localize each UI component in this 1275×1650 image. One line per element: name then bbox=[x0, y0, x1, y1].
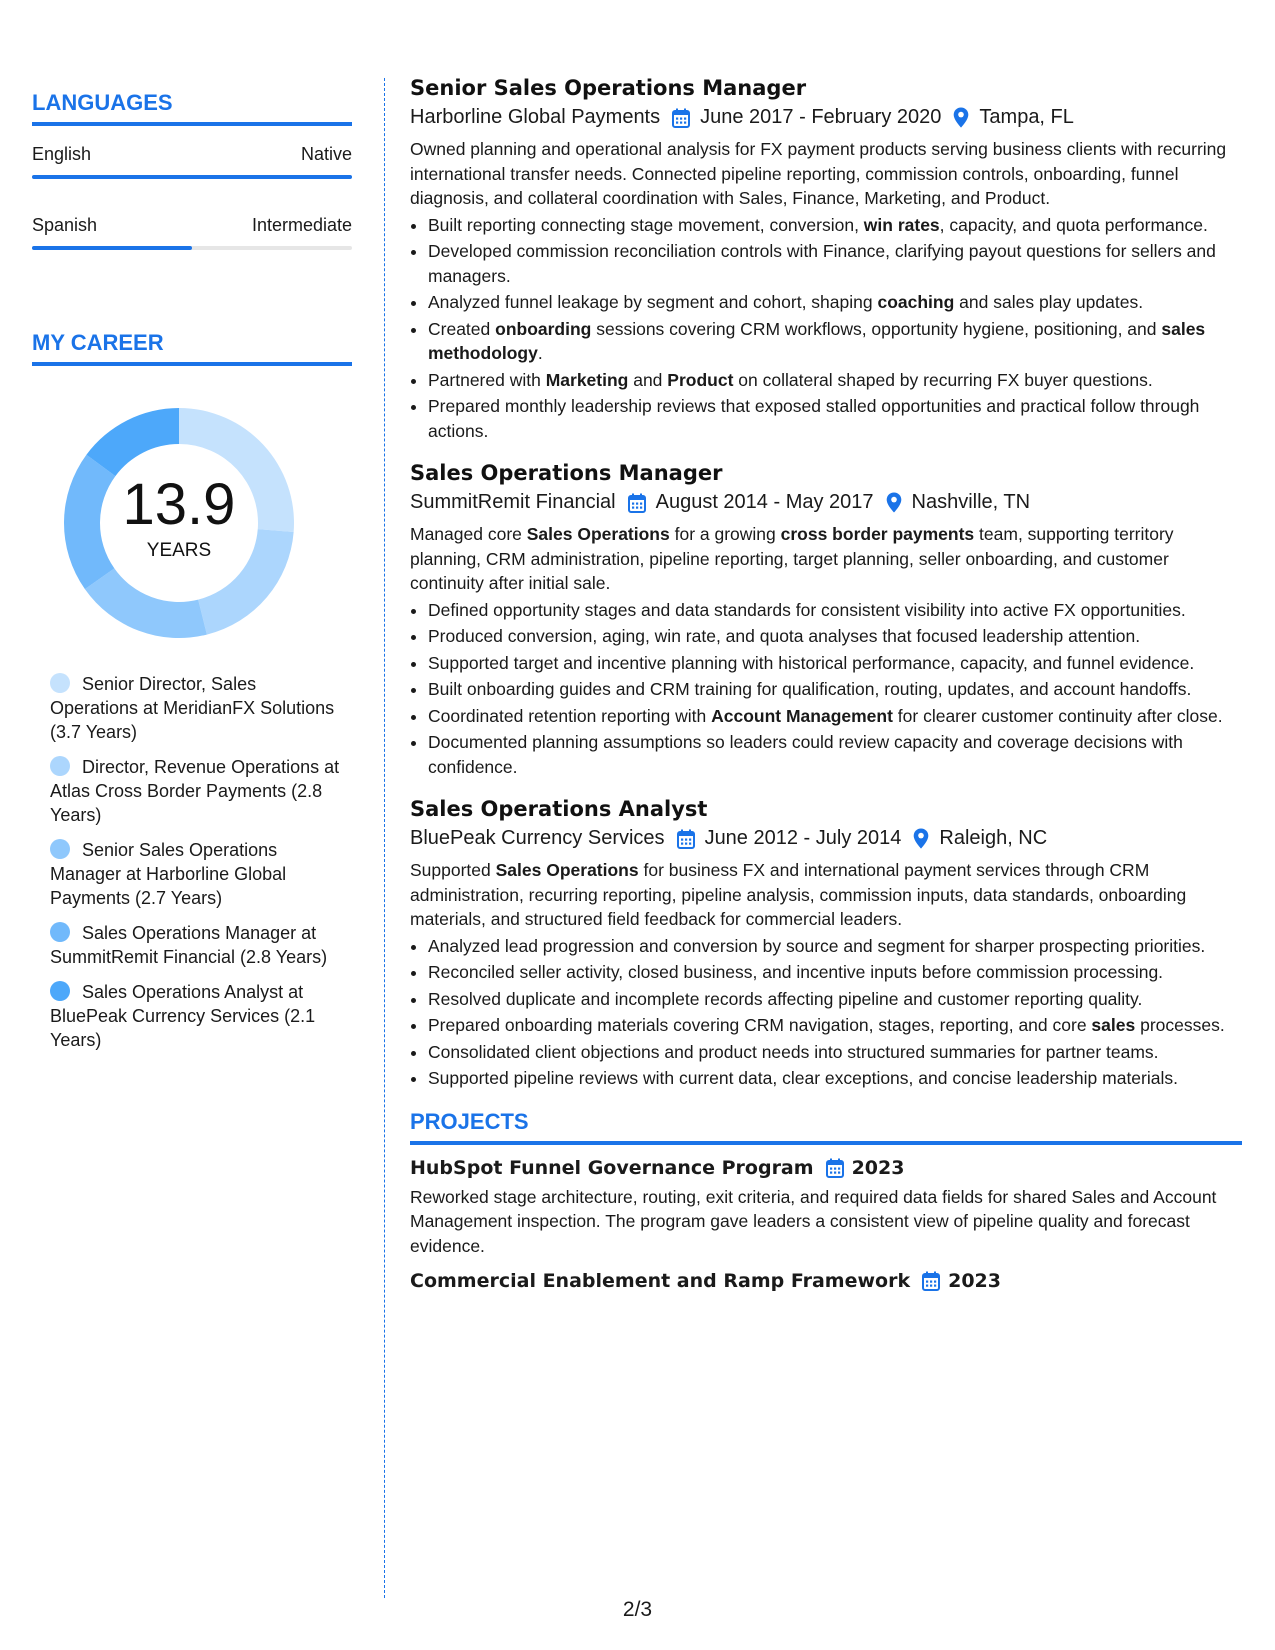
job-title: Sales Operations Analyst bbox=[410, 797, 708, 821]
legend-item bbox=[50, 755, 340, 827]
job-meta bbox=[410, 106, 1242, 129]
job-entry bbox=[410, 461, 1242, 779]
page-number: 2/3 bbox=[622, 1598, 653, 1621]
map-pin-icon bbox=[953, 107, 969, 128]
project-year: 2023 bbox=[851, 1156, 905, 1179]
bullet-item bbox=[428, 677, 1242, 702]
text-run: , capacity, and quota performance. bbox=[939, 214, 1208, 235]
language-level: Native bbox=[300, 144, 352, 164]
job-location: Nashville, TN bbox=[911, 491, 1031, 513]
text-run: Developed commission reconciliation controls with Finance, clarifying payout questions for sellers and managers. bbox=[428, 241, 1216, 286]
project-year: 2023 bbox=[948, 1270, 1001, 1292]
text-run: sessions covering CRM workflows, opportunity hygiene, positioning, and bbox=[591, 318, 1162, 339]
text-run: Supported target and incentive planning with historical performance, capacity, and funnel evidence. bbox=[428, 652, 1195, 673]
bold-text: Sales Operations bbox=[526, 524, 670, 544]
bold-text: Product bbox=[667, 369, 734, 390]
bold-text: Account Management bbox=[711, 705, 893, 726]
bold-text: sales methodology bbox=[428, 318, 1206, 363]
bullet-item bbox=[428, 394, 1242, 443]
career-donut-chart bbox=[64, 408, 294, 638]
bullet-item bbox=[428, 730, 1242, 779]
map-pin-icon bbox=[886, 492, 902, 513]
text-run: Defined opportunity stages and data standards for consistent visibility into active FX opportunities. bbox=[428, 599, 1186, 620]
job-bullets bbox=[410, 213, 1242, 444]
text-run: for clearer customer continuity after close. bbox=[892, 705, 1223, 726]
bullet-item bbox=[428, 960, 1242, 985]
company-name: Harborline Global Payments bbox=[410, 106, 661, 128]
legend-label: Senior Director, Sales Operations at MeridianFX Solutions (3.7 Years) bbox=[50, 674, 335, 742]
bullet-item bbox=[428, 213, 1242, 238]
legend-label: Senior Sales Operations Manager at Harborline Global Payments (2.7 Years) bbox=[50, 840, 287, 908]
bullet-item bbox=[428, 317, 1242, 366]
text-run: Reconciled seller activity, closed business, and incentive inputs before commission processing. bbox=[428, 962, 1164, 982]
text-run: and bbox=[628, 369, 668, 390]
projects-heading: PROJECTS bbox=[410, 1109, 1242, 1145]
text-run: Analyzed funnel leakage by segment and cohort, shaping bbox=[428, 292, 878, 312]
bullet-item bbox=[428, 651, 1242, 676]
proficiency-bar bbox=[32, 175, 352, 179]
bullet-item bbox=[428, 987, 1242, 1012]
bullet-item bbox=[428, 1066, 1242, 1091]
legend-dot bbox=[50, 839, 70, 859]
legend-dot bbox=[50, 756, 70, 776]
job-entry bbox=[410, 797, 1242, 1091]
experience-list bbox=[410, 76, 1242, 1091]
legend-item bbox=[50, 921, 340, 969]
legend-dot bbox=[50, 922, 70, 942]
job-dates: June 2017 - February 2020 bbox=[700, 106, 942, 128]
text-run: Owned planning and operational analysis for FX payment products serving business clients with recurring international transfer needs. Connected pipeline reporting, commission controls, onboarding, funnel diagnosis, and collateral coordination with Sales, Finance, Marketing, and Product. bbox=[410, 139, 1227, 208]
text-run: Partnered with bbox=[428, 369, 546, 390]
text-run: Analyzed lead progression and conversion by source and segment for sharper prospecting priorities. bbox=[428, 935, 1206, 956]
job-description bbox=[410, 522, 1242, 596]
projects-list bbox=[410, 1157, 1242, 1293]
career-unit: YEARS bbox=[146, 540, 212, 561]
text-run: Supported bbox=[410, 860, 496, 880]
text-run: Documented planning assumptions so leaders could review capacity and coverage decisions with confidence. bbox=[428, 732, 1183, 777]
calendar-icon bbox=[826, 1158, 844, 1178]
text-run: for a growing bbox=[669, 524, 781, 544]
bullet-item bbox=[428, 1040, 1242, 1065]
calendar-icon bbox=[672, 108, 690, 128]
language-name: English bbox=[32, 144, 92, 164]
project-entry bbox=[410, 1157, 1242, 1259]
legend-label: Sales Operations Analyst at BluePeak Currency Services (2.1 Years) bbox=[50, 982, 316, 1050]
legend-dot bbox=[50, 673, 70, 693]
job-location: Tampa, FL bbox=[979, 106, 1074, 128]
text-run: for business FX and international payment services through CRM administration, recurring reporting, pipeline analysis, commission inputs, data standards, onboarding materials, and structured field feedback for commercial leaders. bbox=[410, 860, 1187, 929]
bullet-item bbox=[428, 934, 1242, 959]
text-run: . bbox=[537, 343, 543, 363]
bold-text: cross border payments bbox=[780, 524, 975, 544]
legend-label: Director, Revenue Operations at Atlas Cross Border Payments (2.8 Years) bbox=[50, 757, 340, 825]
proficiency-bar bbox=[32, 246, 352, 250]
text-run: Created bbox=[428, 318, 496, 339]
legend-dot bbox=[50, 981, 70, 1001]
job-meta bbox=[410, 827, 1242, 850]
job-entry bbox=[410, 76, 1242, 443]
project-title: HubSpot Funnel Governance Program bbox=[410, 1156, 814, 1179]
language-level: Intermediate bbox=[251, 215, 352, 235]
calendar-icon bbox=[922, 1271, 940, 1291]
project-title-row bbox=[410, 1270, 1242, 1292]
bold-text: win rates bbox=[863, 214, 940, 235]
career-legend bbox=[50, 672, 340, 1052]
legend-label: Sales Operations Manager at SummitRemit Financial (2.8 Years) bbox=[50, 923, 328, 967]
bullet-item bbox=[428, 239, 1242, 288]
bullet-item bbox=[428, 1013, 1242, 1038]
bullet-item bbox=[428, 368, 1242, 393]
project-description: Reworked stage architecture, routing, exit criteria, and required data fields for shared Sales and Account Management inspection. The program gave leaders a consistent view of pipeline quality and forecast evidence. bbox=[410, 1186, 1217, 1256]
career-total: 13.9 bbox=[122, 472, 236, 537]
job-bullets bbox=[410, 934, 1242, 1091]
company-name: BluePeak Currency Services bbox=[410, 827, 665, 849]
bold-text: Marketing bbox=[545, 369, 629, 390]
bold-text: sales bbox=[1091, 1015, 1136, 1035]
job-title: Senior Sales Operations Manager bbox=[410, 76, 807, 100]
company-name: SummitRemit Financial bbox=[410, 491, 616, 513]
bullet-item bbox=[428, 704, 1242, 729]
project-entry bbox=[410, 1270, 1242, 1292]
career-heading: MY CAREER bbox=[32, 330, 352, 366]
bold-text: onboarding bbox=[495, 318, 592, 339]
map-pin-icon bbox=[913, 828, 929, 849]
bullet-item bbox=[428, 290, 1242, 315]
text-run: Built reporting connecting stage movement, conversion, bbox=[428, 214, 864, 235]
bold-text: Sales Operations bbox=[495, 860, 639, 880]
legend-item bbox=[50, 838, 340, 910]
text-run: and sales play updates. bbox=[954, 292, 1144, 312]
project-title-row bbox=[410, 1157, 1242, 1179]
text-run: team, supporting territory planning, CRM administration, pipeline reporting, target planning, seller onboarding, and customer continuity after initial sale. bbox=[410, 524, 1174, 593]
text-run: processes. bbox=[1135, 1015, 1225, 1035]
calendar-icon bbox=[677, 829, 695, 849]
job-description bbox=[410, 137, 1242, 211]
experience-column bbox=[410, 76, 1242, 1292]
language-name: Spanish bbox=[32, 215, 98, 235]
text-run: Resolved duplicate and incomplete records affecting pipeline and customer reporting quality. bbox=[428, 988, 1143, 1009]
bullet-item bbox=[428, 624, 1242, 649]
text-run: Prepared onboarding materials covering CRM navigation, stages, reporting, and core bbox=[428, 1015, 1092, 1035]
job-dates: June 2012 - July 2014 bbox=[704, 827, 902, 849]
left-column bbox=[32, 90, 352, 1063]
job-location: Raleigh, NC bbox=[939, 827, 1048, 849]
text-run: Consolidated client objections and product needs into structured summaries for partner teams. bbox=[428, 1041, 1159, 1062]
language-item bbox=[32, 215, 352, 250]
language-item bbox=[32, 144, 352, 179]
job-description bbox=[410, 858, 1242, 932]
text-run: on collateral shaped by recurring FX buyer questions. bbox=[733, 369, 1153, 390]
column-divider bbox=[384, 78, 385, 1598]
job-bullets bbox=[410, 598, 1242, 780]
legend-item bbox=[50, 980, 340, 1052]
legend-item bbox=[50, 672, 340, 744]
text-run: Produced conversion, aging, win rate, and quota analyses that focused leadership attention. bbox=[428, 626, 1141, 646]
text-run: Coordinated retention reporting with bbox=[428, 705, 712, 726]
job-dates: August 2014 - May 2017 bbox=[655, 491, 874, 513]
proficiency-fill bbox=[32, 246, 192, 250]
bold-text: coaching bbox=[877, 292, 955, 312]
project-title: Commercial Enablement and Ramp Framework bbox=[410, 1270, 911, 1292]
text-run: Managed core bbox=[410, 524, 527, 544]
calendar-icon bbox=[628, 493, 646, 513]
bullet-item bbox=[428, 598, 1242, 623]
job-meta bbox=[410, 491, 1242, 514]
languages-heading: LANGUAGES bbox=[32, 90, 352, 126]
text-run: Built onboarding guides and CRM training for qualification, routing, updates, and account handoffs. bbox=[428, 679, 1192, 699]
proficiency-fill bbox=[32, 175, 352, 179]
job-title: Sales Operations Manager bbox=[410, 461, 723, 485]
text-run: Supported pipeline reviews with current data, clear exceptions, and concise leadership materials. bbox=[428, 1068, 1178, 1088]
text-run: Prepared monthly leadership reviews that exposed stalled opportunities and practical follow through actions. bbox=[428, 396, 1200, 441]
